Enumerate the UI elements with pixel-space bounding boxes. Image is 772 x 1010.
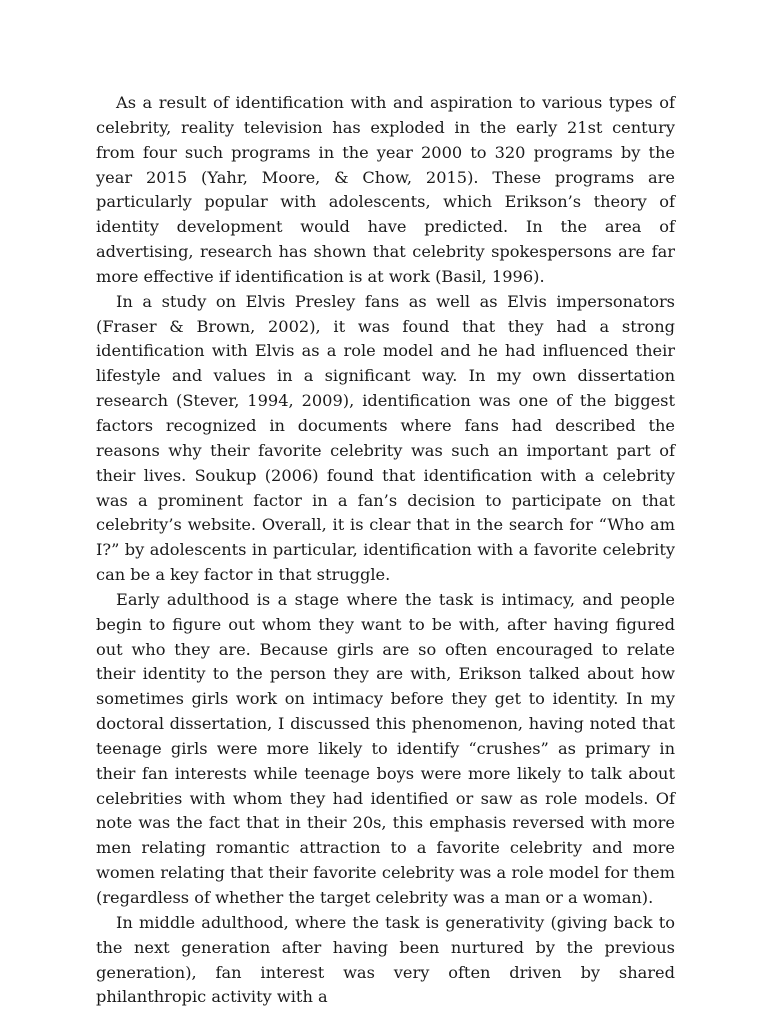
paragraph-middle-adulthood: In middle adulthood, where the task is generativity (giving back to the next generation after having been nurtured by the previous generation), fan interest was very often driven by shared philanthropic activity with a [96, 912, 675, 1007]
paragraph-elvis-study: In a study on Elvis Presley fans as well as Elvis impersonators (Fraser & Brown, 2002), it was found that they had a strong identification with Elvis as a role model and he had influenced their lifestyle and values in a significant way. In my own dissertation research (Stever, 1994, 2009), identification was one of the biggest factors recognized in documents where fans had described the reasons why their favorite celebrity was such an important part of their lives. Soukup (2006) found that identification with a celebrity was a prominent factor in a fan’s decision to participate on that celebrity’s website. Overall, it is clear that in the search for “Who am I?” by adolescents in particular, identification with a favorite celebrity can be a key factor in that struggle. [96, 291, 675, 585]
paragraph-early-adulthood: Early adulthood is a stage where the task is intimacy, and people begin to figure out whom they want to be with, after having figured out who they are. Because girls are so often encouraged to relate their identity to the person they are with, Erikson talked about how sometimes girls work on intimacy before they get to identity. In my doctoral dissertation, I discussed this phenomenon, having noted that teenage girls were more likely to identify “crushes” as primary in their fan interests while teenage boys were more likely to talk about celebrities with whom they had identified or saw as role models. Of note was the fact that in their 20s, this emphasis reversed with more men relating romantic attraction to a favorite celebrity and more women relating that their favorite celebrity was a role model for them (regardless of whether the target celebrity was a man or a woman). [96, 589, 675, 907]
paragraph-reality-television: As a result of identification with and aspiration to various types of celebrity, reality television has exploded in the early 21st century from four such programs in the year 2000 to 320 programs by the year 2015 (Yahr, Moore, & Chow, 2015). These programs are particularly popular with adolescents, which Erikson’s theory of identity development would have predicted. In the area of advertising, research has shown that celebrity spokespersons are far more effective if identification is at work (Basil, 1996). [96, 93, 675, 286]
body-text [96, 91, 675, 1010]
